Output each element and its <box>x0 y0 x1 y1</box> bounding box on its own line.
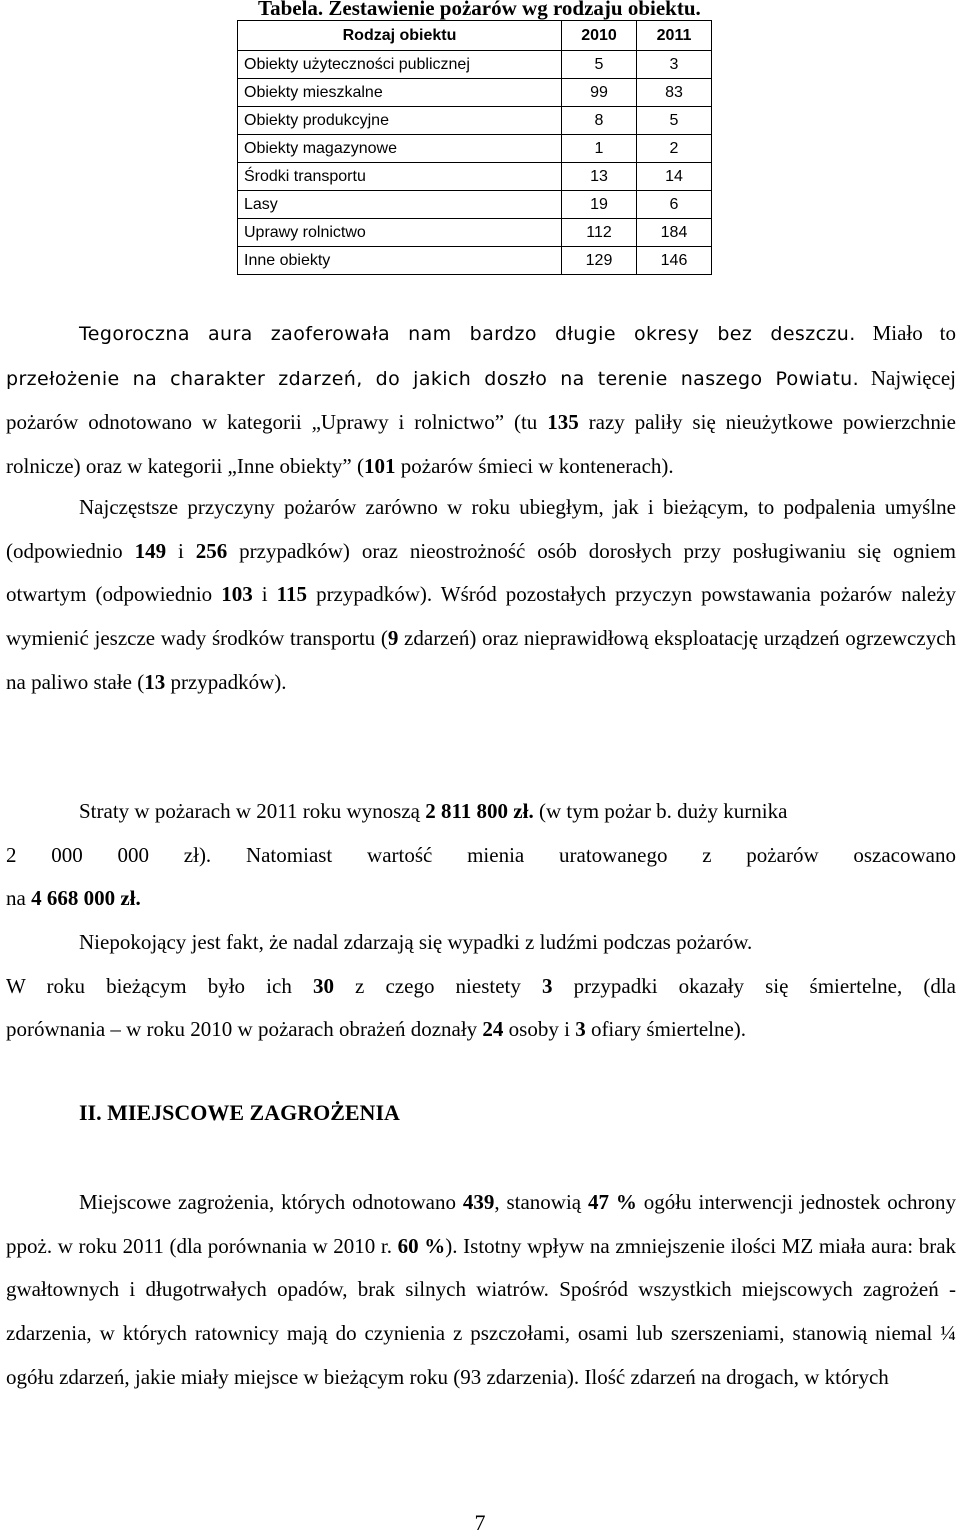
object-type-cell: Obiekty mieszkalne <box>238 79 562 107</box>
table-caption: Tabela. Zestawienie pożarów wg rodzaju obiektu. <box>258 0 701 20</box>
table-row <box>238 219 712 247</box>
percent-47: 47 % <box>588 1190 637 1214</box>
table-row <box>238 107 712 135</box>
text-line <box>6 965 956 1009</box>
text-run: przełożenie na charakter zdarzeń, do jakich doszło na terenie naszego Powiatu. <box>6 367 860 390</box>
object-type-cell: Inne obiekty <box>238 247 562 275</box>
number-256: 256 <box>195 538 228 563</box>
count-2010-cell: 1 <box>562 135 637 163</box>
section-heading: II. MIEJSCOWE ZAGROŻENIA <box>79 1100 400 1125</box>
text-run: W roku bieżącym było ich <box>6 973 292 998</box>
number-24: 24 <box>482 1017 504 1042</box>
number-149: 149 <box>134 538 167 563</box>
text-run: ofiary śmiertelne). <box>590 1017 747 1042</box>
number-inne: 101 <box>364 454 396 479</box>
text-run: zdarzeń) oraz nieprawidłową eksploatację urządzeń ogrzewczych na paliwo stałe ( <box>6 626 957 694</box>
count-2010-cell: 99 <box>562 79 637 107</box>
count-2011-cell: 83 <box>637 79 712 107</box>
table-row <box>238 79 712 107</box>
count-2011-cell: 184 <box>637 219 712 247</box>
text-run: przypadki okazały się śmiertelne, (dla <box>573 973 956 998</box>
count-2011-cell: 146 <box>637 247 712 275</box>
text-run: Miało to <box>872 321 956 345</box>
paragraph-weather-fires <box>6 312 956 489</box>
table-row <box>238 51 712 79</box>
text-run: (w tym pożar b. duży kurnika <box>538 799 788 823</box>
table-row <box>238 163 712 191</box>
table-row <box>238 247 712 275</box>
text-run: przypadków). <box>170 669 287 694</box>
count-2010-cell: 19 <box>562 191 637 219</box>
text-run: osoby i <box>508 1017 570 1042</box>
text-run: , stanowią <box>494 1190 582 1214</box>
count-2010-cell: 112 <box>562 219 637 247</box>
text-line <box>6 790 956 834</box>
object-type-cell: Lasy <box>238 191 562 219</box>
text-line <box>6 921 956 965</box>
text-line <box>6 1008 956 1052</box>
percent-60: 60 % <box>397 1233 446 1258</box>
text-run: na <box>6 886 26 911</box>
text-run: porównania – w roku 2010 w pożarach obrażeń doznały <box>6 1017 478 1042</box>
count-2011-cell: 6 <box>637 191 712 219</box>
paragraph-local-threats <box>6 1181 956 1400</box>
paragraph-losses <box>6 790 956 921</box>
text-run: Najczęstsze przyczyny pożarów zarówno w roku ubiegłym, jak i bieżącym, to podpalenia umyślne (odpowiednio <box>6 495 956 563</box>
object-type-cell: Obiekty magazynowe <box>238 135 562 163</box>
count-2011-cell: 14 <box>637 163 712 191</box>
object-type-cell: Obiekty użyteczności publicznej <box>238 51 562 79</box>
text-run: pożarów śmieci w kontenerach). <box>400 454 674 479</box>
count-2010-cell: 8 <box>562 107 637 135</box>
count-2011-cell: 3 <box>637 51 712 79</box>
number-3: 3 <box>541 973 553 998</box>
text-run: ogółu interwencji jednostek ochrony ppoż. w roku 2011 (dla porównania w 2010 r. <box>6 1190 957 1258</box>
number-3-fatal: 3 <box>575 1017 586 1042</box>
page-number: 7 <box>474 1510 486 1535</box>
number-13: 13 <box>144 669 166 694</box>
count-2011-cell: 2 <box>637 135 712 163</box>
weather-sentence: Tegoroczna aura zaoferowała nam bardzo długie okresy bez deszczu. <box>79 323 856 345</box>
count-2011-cell: 5 <box>637 107 712 135</box>
text-run: Najwięcej pożarów odnotowano w kategorii „Uprawy i rolnictwo” (tu <box>6 365 956 435</box>
text-run: z czego niestety <box>355 973 521 998</box>
column-header-2011: 2011 <box>637 21 712 51</box>
text-run: razy paliły się nieużytkowe powierzchnie rolnicze) oraz w kategorii „Inne obiekty” ( <box>6 410 957 479</box>
number-115: 115 <box>276 582 308 607</box>
table-row <box>238 135 712 163</box>
count-2010-cell: 5 <box>562 51 637 79</box>
text-run: i <box>177 538 184 563</box>
number-103: 103 <box>221 582 253 607</box>
column-header-object-type: Rodzaj obiektu <box>238 21 562 51</box>
number-439: 439 <box>462 1190 495 1214</box>
object-type-cell: Obiekty produkcyjne <box>238 107 562 135</box>
fires-by-object-table <box>237 20 712 275</box>
count-2010-cell: 13 <box>562 163 637 191</box>
paragraph-casualties <box>6 921 956 1052</box>
object-type-cell: Środki transportu <box>238 163 562 191</box>
text-run: Straty w pożarach w 2011 roku wynoszą <box>79 799 420 823</box>
column-header-2010: 2010 <box>562 21 637 51</box>
text-run: i <box>261 582 268 607</box>
text-run: przypadków) oraz nieostrożność osób dorosłych przy posługiwaniu się ogniem otwartym (odpowiednio <box>6 538 957 607</box>
text-run: ). Istotny wpływ na zmniejszenie ilości MZ miała aura: brak gwałtownych i długotrwałych opadów, brak silnych wiatrów. Spośród wszystkich miejscowych zagrożeń - zdarzenia, w których ratownicy mają do czynienia z pszczołami, osami lub szerszeniami, stanowią niemal ¼ ogółu zdarzeń, jakie miały miejsce w bieżącym roku (93 zdarzenia). Ilość zdarzeń na drogach, w których <box>6 1233 957 1389</box>
text-run: Niepokojący jest fakt, że nadal zdarzają się wypadki z ludźmi podczas pożarów. <box>79 930 753 954</box>
saved-property-amount: 4 668 000 zł. <box>31 886 141 911</box>
number-30: 30 <box>312 973 334 998</box>
text-run: Miejscowe zagrożenia, których odnotowano <box>79 1190 456 1214</box>
table-row <box>238 191 712 219</box>
table-header-row <box>238 21 712 51</box>
paragraph-causes <box>6 486 956 705</box>
number-9: 9 <box>387 626 399 651</box>
losses-amount: 2 811 800 zł. <box>425 799 534 823</box>
text-run: przypadków). Wśród pozostałych przyczyn powstawania pożarów należy wymienić jeszcze wady środków transportu ( <box>6 582 956 651</box>
object-type-cell: Uprawy rolnictwo <box>238 219 562 247</box>
number-uprawy: 135 <box>547 410 579 435</box>
text-line: 2 000 000 zł). Natomiast wartość mienia uratowanego z pożarów oszacowano <box>6 842 956 867</box>
text-line <box>6 877 956 921</box>
count-2010-cell: 129 <box>562 247 637 275</box>
